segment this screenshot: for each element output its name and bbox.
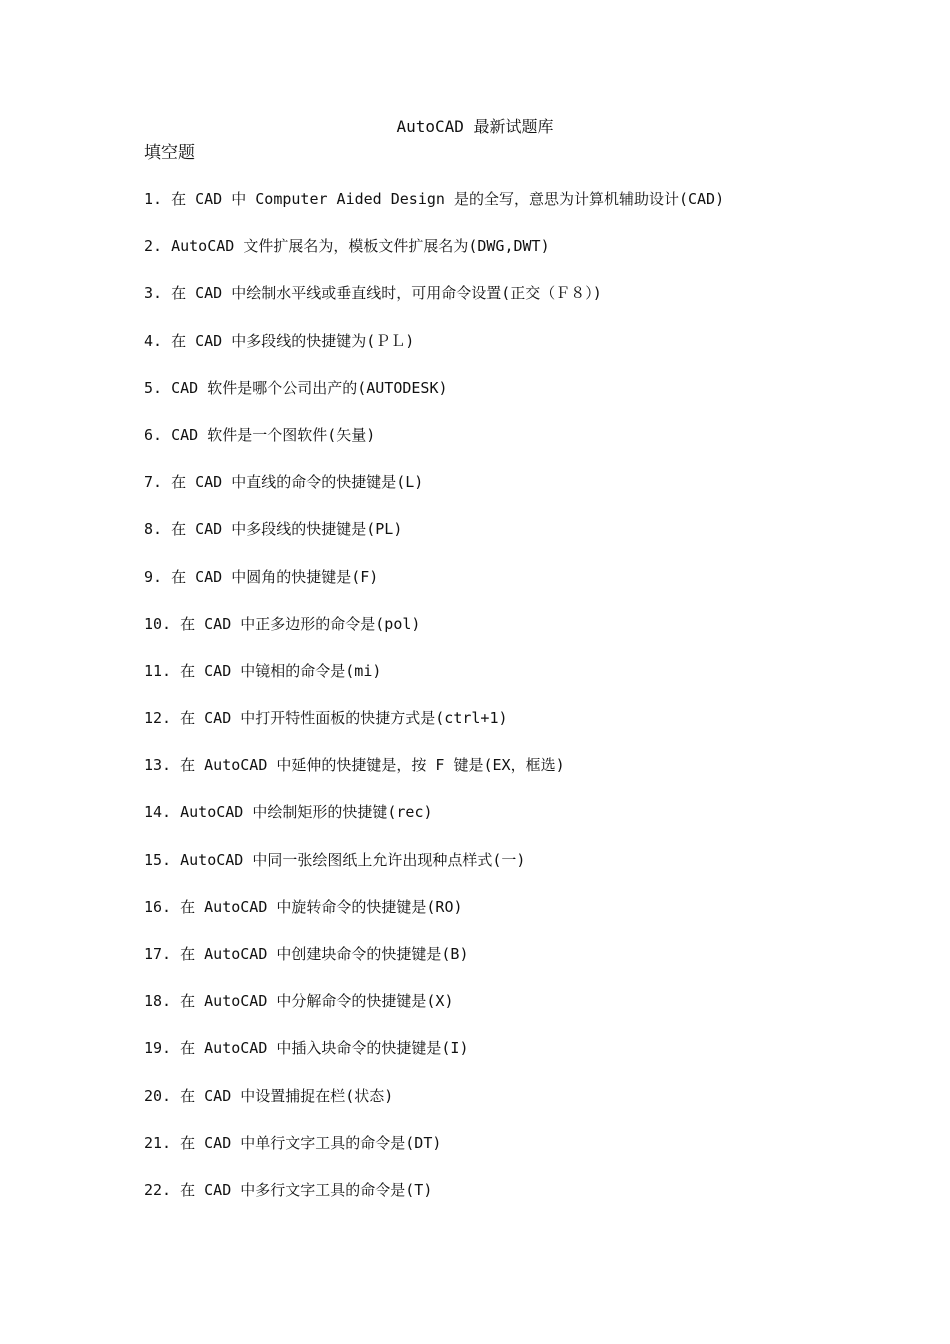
question-item: 3. 在 CAD 中绘制水平线或垂直线时，可用命令设置(正交（Ｆ８）) <box>144 284 602 303</box>
question-item: 2. AutoCAD 文件扩展名为，模板文件扩展名为(DWG,DWT) <box>144 237 550 256</box>
question-item: 1. 在 CAD 中 Computer Aided Design 是的全写，意思为计算机辅助设计(CAD) <box>144 190 725 208</box>
question-item: 18. 在 AutoCAD 中分解命令的快捷键是(X) <box>144 992 454 1011</box>
question-item: 9. 在 CAD 中圆角的快捷键是(F) <box>144 567 379 586</box>
question-item: 19. 在 AutoCAD 中插入块命令的快捷键是(I) <box>144 1039 469 1058</box>
question-item: 6. CAD 软件是一个图软件(矢量) <box>144 425 376 444</box>
section-heading: 填空题 <box>144 143 195 163</box>
question-item: 13. 在 AutoCAD 中延伸的快捷键是，按 F 键是(EX，框选) <box>144 756 565 775</box>
question-item: 20. 在 CAD 中设置捕捉在栏(状态) <box>144 1086 394 1105</box>
question-item: 21. 在 CAD 中单行文字工具的命令是(DT) <box>144 1133 442 1152</box>
question-item: 5. CAD 软件是哪个公司出产的(AUTODESK) <box>144 378 448 397</box>
question-item: 16. 在 AutoCAD 中旋转命令的快捷键是(RO) <box>144 897 463 916</box>
question-item: 8. 在 CAD 中多段线的快捷键是(PL) <box>144 520 403 539</box>
question-item: 17. 在 AutoCAD 中创建块命令的快捷键是(B) <box>144 945 469 963</box>
question-item: 15. AutoCAD 中同一张绘图纸上允许出现种点样式(一) <box>144 850 526 869</box>
question-list <box>144 188 904 1226</box>
document-title: AutoCAD 最新试题库 <box>396 117 554 136</box>
question-item: 22. 在 CAD 中多行文字工具的命令是(T) <box>144 1180 433 1199</box>
question-item: 4. 在 CAD 中多段线的快捷键为(ＰＬ) <box>144 331 415 350</box>
question-item: 11. 在 CAD 中镜相的命令是(mi) <box>144 661 382 680</box>
question-item: 12. 在 CAD 中打开特性面板的快捷方式是(ctrl+1) <box>144 709 508 728</box>
question-item: 10. 在 CAD 中正多边形的命令是(pol) <box>144 614 421 633</box>
question-item: 14. AutoCAD 中绘制矩形的快捷键(rec) <box>144 803 433 822</box>
question-item: 7. 在 CAD 中直线的命令的快捷键是(L) <box>144 473 424 492</box>
